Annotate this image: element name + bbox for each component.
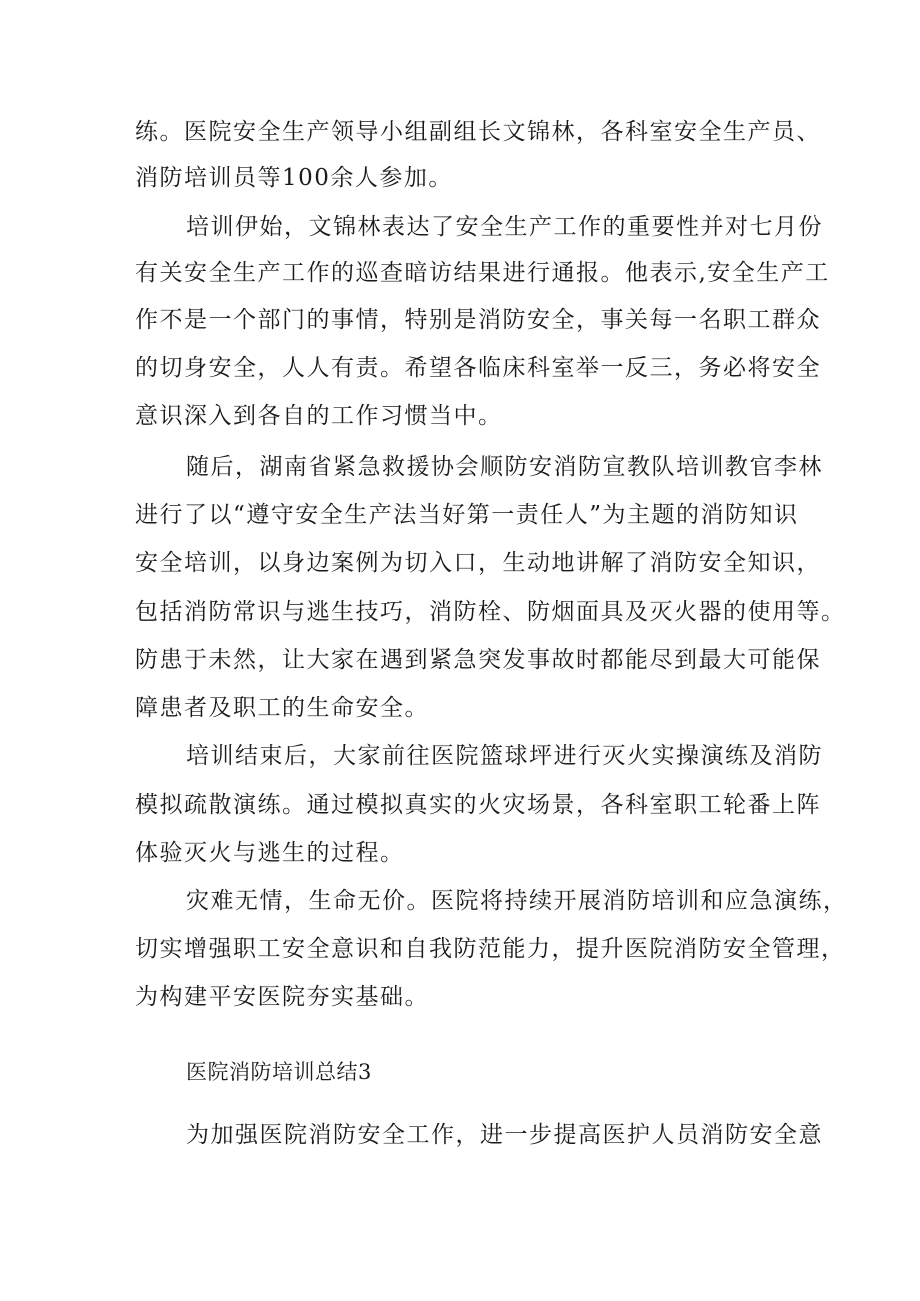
paragraph-3-line-5: 防患于未然，让大家在遇到紧急突发事故时都能尽到最大可能保: [135, 647, 821, 673]
paragraph-1-line-2: 消防培训员等100余人参加。: [135, 165, 453, 191]
paragraph-4-line-1: 培训结束后，大家前往医院篮球坪进行灭火实操演练及消防: [186, 743, 823, 769]
paragraph-5-line-1: 灾难无情，生命无价。医院将持续开展消防培训和应急演练，: [186, 888, 848, 914]
paragraph-2-line-5: 意识深入到各自的工作习惯当中。: [135, 403, 503, 429]
paragraph-5-line-3: 为构建平安医院夯实基础。: [135, 984, 429, 1010]
paragraph-3-line-1: 随后，湖南省紧急救援协会顺防安消防宣教队培训教官李林: [186, 454, 823, 480]
paragraph-3-line-2: 进行了以“遵守安全生产法当好第一责任人”为主题的消防知识: [135, 502, 799, 528]
paragraph-2-line-2: 有关安全生产工作的巡查暗访结果进行通报。他表示,安全生产工: [135, 260, 830, 286]
paragraph-3-line-3: 安全培训，以身边案例为切入口，生动地讲解了消防安全知识，: [135, 550, 821, 576]
paragraph-6-line-1: 为加强医院消防安全工作，进一步提高医护人员消防安全意: [186, 1122, 823, 1148]
paragraph-5-line-2: 切实增强职工安全意识和自我防范能力，提升医院消防安全管理，: [135, 936, 846, 962]
paragraph-3-line-6: 障患者及职工的生命安全。: [135, 695, 429, 721]
paragraph-2-line-1: 培训伊始，文锦林表达了安全生产工作的重要性并对七月份: [186, 214, 823, 240]
paragraph-3-line-4: 包括消防常识与逃生技巧，消防栓、防烟面具及灭火器的使用等。: [135, 599, 846, 625]
paragraph-1-line-1: 练。医院安全生产领导小组副组长文锦林，各科室安全生产员、: [135, 119, 821, 145]
paragraph-2-line-3: 作不是一个部门的事情，特别是消防安全，事关每一名职工群众: [135, 307, 821, 333]
paragraph-2-line-4: 的切身安全，人人有责。希望各临床科室举一反三，务必将安全: [135, 355, 821, 381]
paragraph-4-line-2: 模拟疏散演练。通过模拟真实的火灾场景，各科室职工轮番上阵: [135, 792, 821, 818]
paragraph-4-line-3: 体验灭火与逃生的过程。: [135, 840, 405, 866]
section-heading: 医院消防培训总结3: [186, 1060, 372, 1084]
